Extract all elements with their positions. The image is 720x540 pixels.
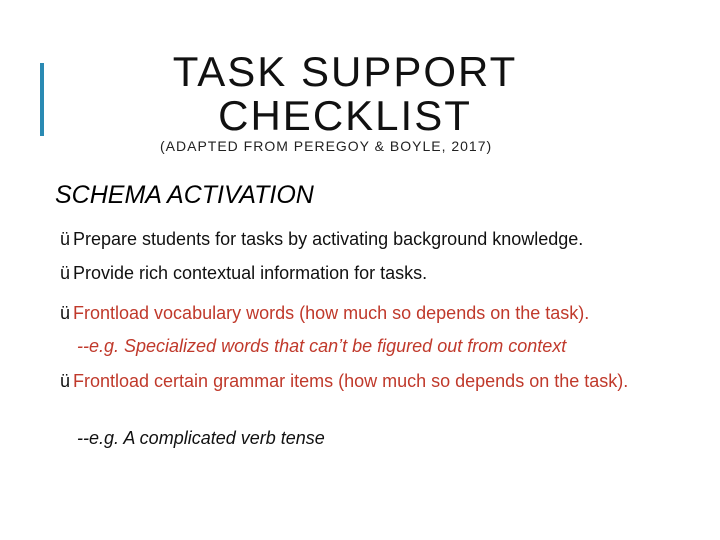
- checklist-item: [60, 370, 660, 392]
- example-line: --e.g. A complicated verb tense: [77, 428, 325, 448]
- slide-subtitle: (ADAPTED FROM PEREGOY & BOYLE, 2017): [160, 138, 493, 154]
- checklist-item: [60, 302, 589, 324]
- check-icon: ü: [60, 371, 71, 391]
- accent-bar: [40, 63, 44, 136]
- checklist-item-text: Frontload vocabulary words (how much so depends on the task).: [73, 303, 590, 323]
- check-icon: ü: [60, 229, 71, 249]
- checklist-item: [60, 262, 427, 284]
- checklist-item-text: Frontload certain grammar items (how much so depends on the task).: [73, 371, 629, 391]
- example-line: --e.g. Specialized words that can’t be figured out from context: [77, 336, 567, 356]
- check-icon: ü: [60, 263, 71, 283]
- section-heading: SCHEMA ACTIVATION: [55, 181, 314, 209]
- checklist-item: [60, 228, 583, 250]
- check-icon: ü: [60, 303, 71, 323]
- slide-title: TASK SUPPORT CHECKLIST: [172, 48, 518, 139]
- checklist-item-text: Provide rich contextual information for tasks.: [73, 263, 428, 283]
- checklist-item-text: Prepare students for tasks by activating background knowledge.: [73, 229, 584, 249]
